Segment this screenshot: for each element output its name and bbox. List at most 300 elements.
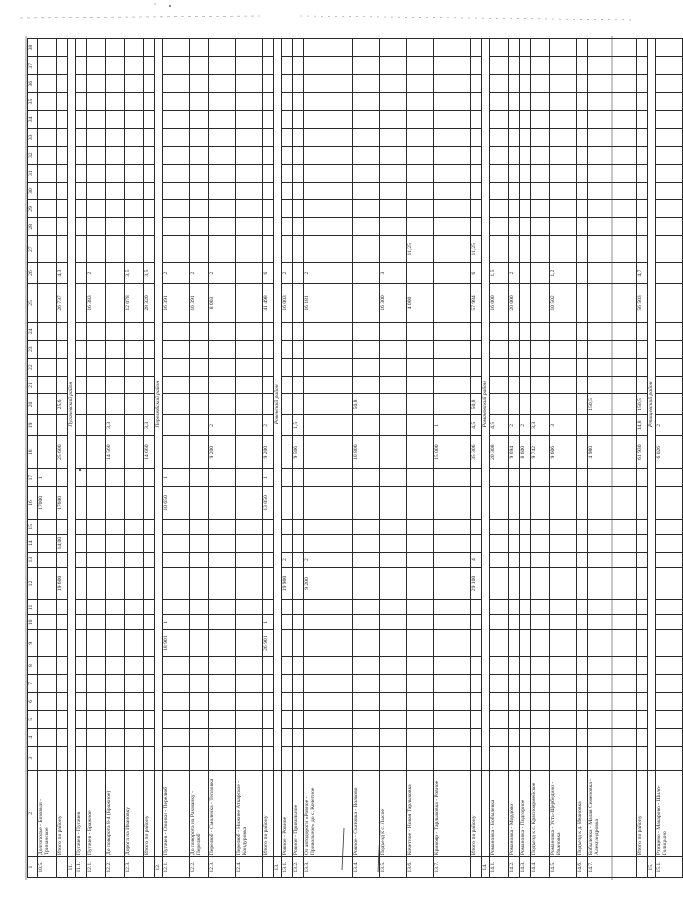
road-name-cell: Итого по району xyxy=(471,770,482,857)
value-cell xyxy=(209,376,236,394)
value-cell xyxy=(38,675,57,693)
value-cell xyxy=(380,39,407,57)
value-cell xyxy=(304,487,353,520)
value-cell xyxy=(38,567,57,600)
value-cell xyxy=(125,675,144,693)
value-cell xyxy=(531,675,550,693)
value-cell xyxy=(577,39,588,57)
value-cell xyxy=(471,615,482,630)
value-cell xyxy=(656,75,683,93)
table-row xyxy=(106,39,125,878)
value-cell xyxy=(550,340,577,358)
value-cell xyxy=(304,710,353,728)
column-number: 28 xyxy=(28,218,38,236)
value-cell xyxy=(125,692,144,710)
value-cell xyxy=(434,657,471,675)
value-cell xyxy=(656,487,683,520)
value-cell xyxy=(144,322,155,340)
value-cell xyxy=(106,57,125,75)
value-cell xyxy=(282,436,293,469)
value-cell xyxy=(407,128,434,146)
value-cell xyxy=(637,218,648,236)
value-cell xyxy=(520,218,531,236)
value-cell xyxy=(282,75,293,93)
value-cell xyxy=(282,487,293,520)
value-cell xyxy=(38,93,57,111)
value-cell xyxy=(106,146,125,164)
value-cell xyxy=(531,182,550,200)
value-cell xyxy=(407,322,434,340)
value-cell xyxy=(588,657,637,675)
value-cell xyxy=(380,728,407,746)
value-cell xyxy=(76,75,87,93)
value-cell xyxy=(353,675,380,693)
value-cell xyxy=(106,552,125,567)
value-cell xyxy=(76,110,87,128)
value-cell xyxy=(209,692,236,710)
table-row xyxy=(550,39,577,878)
value-cell xyxy=(550,75,577,93)
table-row xyxy=(656,39,683,878)
value-cell xyxy=(637,236,648,263)
section-label-cell xyxy=(482,770,490,857)
value-cell xyxy=(57,728,68,746)
value-cell xyxy=(304,746,353,770)
value-cell xyxy=(263,358,274,376)
value-cell xyxy=(304,75,353,93)
value-cell xyxy=(209,657,236,675)
value-cell xyxy=(87,164,106,182)
value-cell xyxy=(490,519,509,534)
value-cell: 1 xyxy=(163,615,190,630)
column-number: 19 xyxy=(28,415,38,436)
value-cell xyxy=(263,376,274,394)
value-cell xyxy=(509,200,520,218)
value-cell xyxy=(434,263,471,284)
road-name-cell: Ровное - Скатовка - Волково xyxy=(353,770,380,857)
table-row xyxy=(57,39,68,878)
value-cell: 3,3 xyxy=(531,415,550,436)
value-cell xyxy=(190,567,209,600)
value-cell xyxy=(293,358,304,376)
value-cell xyxy=(38,746,57,770)
value-cell: 9 742 xyxy=(531,436,550,469)
value-cell xyxy=(209,39,236,57)
value-cell xyxy=(531,322,550,340)
value-cell xyxy=(588,692,637,710)
value-cell xyxy=(353,128,380,146)
value-cell xyxy=(490,110,509,128)
value-cell xyxy=(550,394,577,415)
value-cell xyxy=(577,146,588,164)
value-cell xyxy=(125,728,144,746)
value-cell xyxy=(144,236,155,263)
value-cell xyxy=(76,376,87,394)
value-cell xyxy=(520,340,531,358)
value-cell xyxy=(236,182,263,200)
value-cell xyxy=(236,746,263,770)
row-number-cell: 14.4. xyxy=(531,857,550,878)
value-cell xyxy=(144,600,155,615)
value-cell xyxy=(637,746,648,770)
value-cell xyxy=(76,675,87,693)
value-cell xyxy=(144,182,155,200)
value-cell xyxy=(106,534,125,552)
value-cell xyxy=(577,728,588,746)
value-cell xyxy=(163,415,190,436)
value-cell xyxy=(380,692,407,710)
value-cell xyxy=(282,675,293,693)
value-cell: 2 xyxy=(304,263,353,284)
value-cell xyxy=(304,394,353,415)
value-cell xyxy=(163,322,190,340)
value-cell xyxy=(144,200,155,218)
value-cell xyxy=(209,710,236,728)
value-cell xyxy=(434,469,471,487)
road-name-cell: Романовка - Мордово xyxy=(509,770,520,857)
table-row xyxy=(509,39,520,878)
value-cell xyxy=(106,567,125,600)
value-cell xyxy=(577,710,588,728)
value-cell xyxy=(125,376,144,394)
value-cell xyxy=(38,128,57,146)
value-cell xyxy=(353,710,380,728)
value-cell xyxy=(190,519,209,534)
value-cell xyxy=(434,552,471,567)
value-cell xyxy=(282,600,293,615)
value-cell xyxy=(490,358,509,376)
road-name-cell: Романовка - Подгорное xyxy=(520,770,531,857)
value-cell xyxy=(304,322,353,340)
value-cell xyxy=(471,469,482,487)
value-cell xyxy=(353,692,380,710)
value-cell xyxy=(550,376,577,394)
value-cell xyxy=(380,218,407,236)
value-cell xyxy=(520,263,531,284)
value-cell xyxy=(380,75,407,93)
value-cell xyxy=(106,728,125,746)
value-cell xyxy=(380,415,407,436)
table-row xyxy=(353,39,380,878)
value-cell xyxy=(125,75,144,93)
value-cell xyxy=(656,322,683,340)
value-cell xyxy=(163,110,190,128)
value-cell: 4 980 xyxy=(588,436,637,469)
value-cell xyxy=(304,358,353,376)
value-cell xyxy=(304,57,353,75)
value-cell xyxy=(550,675,577,693)
value-cell: 9 506 xyxy=(293,436,304,469)
value-cell xyxy=(38,534,57,552)
value-cell: 2 xyxy=(87,263,106,284)
row-number-cell: 12.3. xyxy=(125,857,144,878)
value-cell xyxy=(87,236,106,263)
value-cell xyxy=(380,657,407,675)
value-cell xyxy=(490,376,509,394)
value-cell xyxy=(263,746,274,770)
value-cell xyxy=(209,340,236,358)
value-cell xyxy=(407,692,434,710)
value-cell xyxy=(471,39,482,57)
value-cell xyxy=(531,39,550,57)
value-cell xyxy=(577,57,588,75)
value-cell xyxy=(531,519,550,534)
row-number-cell: 14.1. xyxy=(490,857,509,878)
value-cell xyxy=(531,600,550,615)
value-cell xyxy=(577,358,588,376)
value-cell xyxy=(293,376,304,394)
value-cell xyxy=(87,567,106,600)
value-cell xyxy=(236,394,263,415)
table-row xyxy=(407,39,434,878)
value-cell xyxy=(125,567,144,600)
value-cell xyxy=(144,728,155,746)
value-cell xyxy=(190,218,209,236)
row-number-cell: 14.5. xyxy=(550,857,577,878)
value-cell xyxy=(263,164,274,182)
row-number-cell: 13.7. xyxy=(434,857,471,878)
value-cell xyxy=(490,675,509,693)
value-cell xyxy=(550,110,577,128)
value-cell xyxy=(293,164,304,182)
section-title: Перелюбский район xyxy=(155,39,163,771)
value-cell: 29 100 xyxy=(471,567,482,600)
value-cell xyxy=(577,567,588,600)
value-cell xyxy=(57,630,68,657)
table-row xyxy=(38,39,57,878)
value-cell xyxy=(304,728,353,746)
value-cell xyxy=(293,75,304,93)
value-cell xyxy=(125,128,144,146)
value-cell: 28 320 xyxy=(144,284,155,323)
value-cell xyxy=(353,534,380,552)
column-number: 23 xyxy=(28,340,38,358)
table-row xyxy=(588,39,637,878)
value-cell xyxy=(577,93,588,111)
value-cell xyxy=(520,710,531,728)
value-cell xyxy=(490,615,509,630)
value-cell xyxy=(57,110,68,128)
value-cell xyxy=(76,692,87,710)
section-label-cell xyxy=(68,770,76,857)
value-cell: 4,7 xyxy=(637,263,648,284)
value-cell xyxy=(106,394,125,415)
value-cell xyxy=(87,692,106,710)
table-row xyxy=(434,39,471,878)
value-cell xyxy=(144,469,155,487)
value-cell xyxy=(577,519,588,534)
value-cell xyxy=(263,710,274,728)
road-name-cell: До поворота на Рахманку - Перелюб xyxy=(190,770,209,857)
value-cell xyxy=(353,263,380,284)
value-cell xyxy=(87,675,106,693)
value-cell xyxy=(144,552,155,567)
value-cell xyxy=(637,675,648,693)
value-cell xyxy=(263,567,274,600)
value-cell xyxy=(471,710,482,728)
table-row xyxy=(163,39,190,878)
value-cell xyxy=(38,376,57,394)
value-cell xyxy=(57,322,68,340)
value-cell xyxy=(163,600,190,615)
value-cell xyxy=(588,567,637,600)
value-cell xyxy=(293,57,304,75)
value-cell xyxy=(380,358,407,376)
value-cell xyxy=(304,218,353,236)
value-cell xyxy=(550,128,577,146)
table-row xyxy=(577,39,588,878)
value-cell xyxy=(263,657,274,675)
value-cell xyxy=(509,710,520,728)
row-number-cell: 12.2. xyxy=(190,857,209,878)
value-cell xyxy=(490,710,509,728)
value-cell xyxy=(125,394,144,415)
value-cell xyxy=(38,728,57,746)
value-cell xyxy=(144,615,155,630)
value-cell xyxy=(87,415,106,436)
value-cell xyxy=(380,436,407,469)
table-row xyxy=(263,39,274,878)
row-number-cell: 13.1. xyxy=(282,857,293,878)
row-number-cell: 14.2. xyxy=(509,857,520,878)
value-cell xyxy=(471,728,482,746)
value-cell xyxy=(304,436,353,469)
value-cell xyxy=(106,75,125,93)
value-cell xyxy=(76,552,87,567)
value-cell xyxy=(38,182,57,200)
road-name-cell: Пугачев - Пугачев xyxy=(76,770,87,857)
value-cell xyxy=(57,615,68,630)
value-cell xyxy=(236,376,263,394)
value-cell xyxy=(304,415,353,436)
value-cell xyxy=(304,182,353,200)
value-cell xyxy=(38,284,57,323)
value-cell xyxy=(293,218,304,236)
value-cell xyxy=(531,692,550,710)
value-cell xyxy=(380,340,407,358)
value-cell xyxy=(588,200,637,218)
value-cell xyxy=(509,93,520,111)
value-cell xyxy=(106,692,125,710)
value-cell xyxy=(434,146,471,164)
value-cell xyxy=(163,182,190,200)
value-cell xyxy=(87,746,106,770)
value-cell: 150,5 xyxy=(588,394,637,415)
value-cell xyxy=(87,93,106,111)
value-cell: 2 xyxy=(190,263,209,284)
value-cell xyxy=(353,657,380,675)
value-cell xyxy=(190,200,209,218)
value-cell xyxy=(87,615,106,630)
value-cell xyxy=(471,182,482,200)
value-cell xyxy=(293,630,304,657)
value-cell xyxy=(550,322,577,340)
column-number: 26 xyxy=(28,263,38,284)
road-name-cell: Романовка - Бобылевка xyxy=(490,770,509,857)
value-cell xyxy=(550,600,577,615)
table-row xyxy=(304,39,353,878)
value-cell xyxy=(380,710,407,728)
value-cell xyxy=(38,200,57,218)
value-cell xyxy=(407,110,434,128)
value-cell xyxy=(407,39,434,57)
value-cell xyxy=(509,340,520,358)
value-cell xyxy=(190,692,209,710)
value-cell xyxy=(106,200,125,218)
value-cell xyxy=(125,469,144,487)
value-cell xyxy=(209,93,236,111)
value-cell xyxy=(106,263,125,284)
value-cell: 2 xyxy=(209,263,236,284)
column-number: 20 xyxy=(28,394,38,415)
value-cell xyxy=(209,110,236,128)
value-cell xyxy=(76,534,87,552)
value-cell xyxy=(407,394,434,415)
value-cell xyxy=(434,110,471,128)
value-cell xyxy=(106,615,125,630)
value-cell xyxy=(106,284,125,323)
value-cell xyxy=(87,39,106,57)
value-cell xyxy=(38,164,57,182)
table-row xyxy=(76,39,87,878)
value-cell xyxy=(588,519,637,534)
value-cell xyxy=(353,746,380,770)
value-cell xyxy=(236,728,263,746)
column-number: 8 xyxy=(28,657,38,675)
value-cell xyxy=(577,436,588,469)
value-cell xyxy=(293,182,304,200)
value-cell xyxy=(76,469,87,487)
value-cell xyxy=(588,487,637,520)
value-cell xyxy=(190,469,209,487)
value-cell xyxy=(434,322,471,340)
value-cell xyxy=(125,600,144,615)
value-cell xyxy=(637,487,648,520)
value-cell xyxy=(293,534,304,552)
table-row xyxy=(144,39,155,878)
value-cell xyxy=(263,93,274,111)
value-cell: 16 300 xyxy=(380,284,407,323)
road-name-cell: Ровное - Ровное xyxy=(282,770,293,857)
value-cell xyxy=(531,376,550,394)
value-cell xyxy=(76,164,87,182)
value-cell xyxy=(57,146,68,164)
value-cell xyxy=(106,710,125,728)
value-cell xyxy=(434,692,471,710)
value-cell xyxy=(106,218,125,236)
value-cell xyxy=(76,630,87,657)
row-number-cell: 12.1. xyxy=(163,857,190,878)
road-name-cell: Подъезд к с. Красноармейское xyxy=(531,770,550,857)
value-cell xyxy=(125,236,144,263)
column-number: 14 xyxy=(28,534,38,552)
value-cell: 10 502 xyxy=(550,284,577,323)
value-cell xyxy=(87,200,106,218)
value-cell: 16 391 xyxy=(190,284,209,323)
value-cell xyxy=(520,93,531,111)
value-cell xyxy=(38,415,57,436)
row-number-cell: 14.7. xyxy=(588,857,637,878)
value-cell xyxy=(190,39,209,57)
value-cell xyxy=(550,519,577,534)
value-cell: 2 xyxy=(263,415,274,436)
value-cell xyxy=(588,263,637,284)
value-cell xyxy=(509,600,520,615)
value-cell xyxy=(163,534,190,552)
value-cell xyxy=(434,164,471,182)
value-cell xyxy=(531,164,550,182)
value-cell xyxy=(637,600,648,615)
